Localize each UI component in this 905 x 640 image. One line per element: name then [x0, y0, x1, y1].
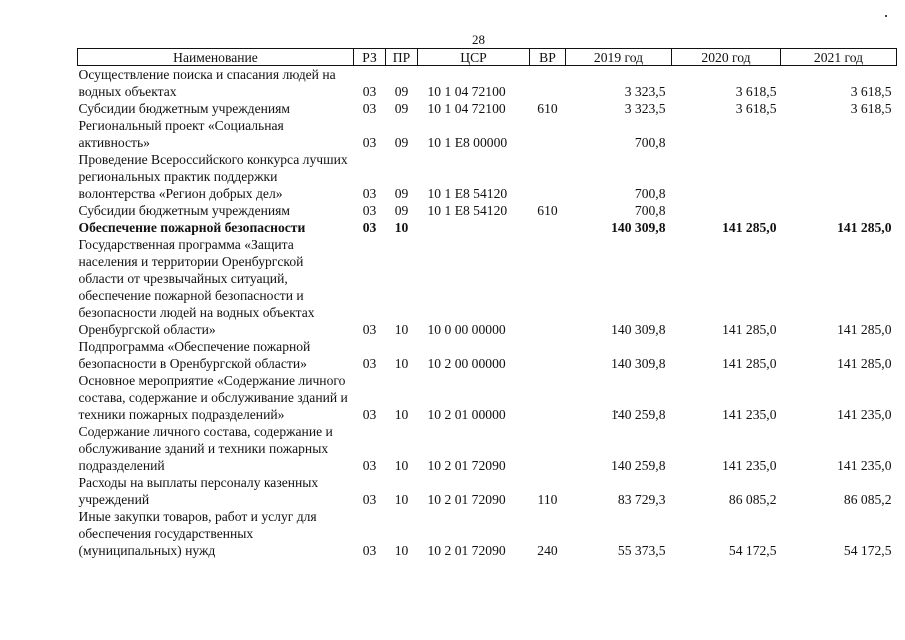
row-name: Основное мероприятие «Содержание личного состава, содержание и обслуживание зданий и техники пожарных подразделений» [78, 373, 348, 422]
row-value-2019: 3 323,5 [624, 84, 666, 99]
row-rz: 03 [362, 84, 377, 99]
row-value-2020: 141 285,0 [722, 356, 777, 371]
row-value-2019: 3 323,5 [624, 101, 666, 116]
header-rz: РЗ [354, 49, 386, 66]
table-row [78, 151, 897, 202]
row-csr: 10 2 01 72090 [427, 543, 506, 558]
table-row [78, 100, 897, 117]
header-vr: ВР [530, 49, 566, 66]
row-value-2019: 83 729,3 [617, 492, 666, 507]
row-name: Расходы на выплаты персоналу казенных учреждений [78, 475, 319, 507]
table-header-row [78, 49, 897, 66]
row-csr: 10 2 01 72090 [427, 492, 506, 507]
table-row [78, 117, 897, 151]
row-vr [530, 372, 566, 423]
row-pr: 09 [394, 84, 409, 99]
row-name: Обеспечение пожарной безопасности [78, 220, 306, 235]
row-vr [530, 117, 566, 151]
row-value-2021 [781, 202, 897, 219]
table-row [78, 236, 897, 338]
row-name: Государственная программа «Защита населения и территории Оренбургской области от чрезвычайных ситуаций, обеспечение пожарной безопасности и безопасности людей на водных объектах Оренбургской области» [78, 237, 315, 337]
row-value-2021: 141 235,0 [837, 407, 892, 422]
row-rz: 03 [362, 322, 377, 337]
row-vr: 240 [537, 543, 558, 558]
header-csr: ЦСР [418, 49, 530, 66]
budget-table [77, 48, 897, 559]
row-value-2021 [781, 151, 897, 202]
row-value-2019: 140 259,8 [611, 458, 666, 473]
row-pr: 09 [394, 203, 409, 218]
row-rz: 03 [362, 458, 377, 473]
page-number: 28 [472, 32, 485, 47]
row-name: Иные закупки товаров, работ и услуг для обеспечения государственных (муниципальных) нужд [78, 509, 317, 558]
row-value-2019: 140 309,8 [611, 220, 666, 235]
row-value-2019: 700,8 [634, 135, 666, 150]
row-value-2020: 141 285,0 [722, 322, 777, 337]
row-value-2020: 3 618,5 [735, 101, 777, 116]
header-2020: 2020 год [672, 49, 781, 66]
row-value-2020 [672, 117, 781, 151]
header-2021: 2021 год [781, 49, 897, 66]
row-name: Субсидии бюджетным учреждениям [78, 101, 291, 116]
row-pr: 09 [394, 135, 409, 150]
table-row [78, 474, 897, 508]
row-value-2020: 141 285,0 [722, 220, 777, 235]
row-value-2019: 55 373,5 [617, 543, 666, 558]
row-csr: 10 2 01 00000 [427, 407, 506, 422]
row-pr: 10 [394, 356, 409, 371]
row-value-2021: 86 085,2 [843, 492, 892, 507]
row-csr: 10 2 00 00000 [427, 356, 506, 371]
row-pr: 10 [394, 458, 409, 473]
table-row [78, 372, 897, 423]
row-pr: 09 [394, 101, 409, 116]
row-csr: 10 0 00 00000 [427, 322, 506, 337]
row-value-2020: 86 085,2 [728, 492, 777, 507]
row-pr: 10 [394, 543, 409, 558]
table-body [78, 66, 897, 560]
row-value-2020: 3 618,5 [735, 84, 777, 99]
row-csr [418, 219, 530, 236]
scan-mark [885, 15, 887, 17]
row-name: Подпрограмма «Обеспечение пожарной безопасности в Оренбургской области» [78, 339, 311, 371]
row-name: Субсидии бюджетным учреждениям [78, 203, 291, 218]
row-rz: 03 [362, 135, 377, 150]
row-rz: 03 [362, 186, 377, 201]
row-value-2020 [672, 151, 781, 202]
table-row [78, 338, 897, 372]
table-row [78, 423, 897, 474]
row-name: Проведение Всероссийского конкурса лучших региональных практик поддержки волонтерства «Регион добрых дел» [78, 152, 348, 201]
row-vr [530, 338, 566, 372]
row-rz: 03 [362, 407, 377, 422]
row-rz: 03 [362, 356, 377, 371]
row-csr: 10 1 04 72100 [427, 84, 506, 99]
row-name: Осуществление поиска и спасания людей на водных объектах [78, 67, 336, 99]
table-row [78, 508, 897, 559]
row-pr: 10 [394, 322, 409, 337]
row-value-2021: 54 172,5 [843, 543, 892, 558]
row-vr [530, 66, 566, 101]
row-value-2019: 140 309,8 [611, 322, 666, 337]
row-value-2021: 3 618,5 [850, 84, 892, 99]
row-value-2021: 3 618,5 [850, 101, 892, 116]
table-row [78, 202, 897, 219]
row-vr [530, 236, 566, 338]
row-pr: 09 [394, 186, 409, 201]
row-value-2020 [672, 202, 781, 219]
row-rz: 03 [362, 220, 377, 235]
row-csr: 10 1 E8 00000 [427, 135, 508, 150]
row-vr: 610 [537, 101, 558, 116]
header-pr: ПР [386, 49, 418, 66]
row-vr [530, 151, 566, 202]
row-pr: 10 [394, 407, 409, 422]
row-value-2021: 141 285,0 [837, 356, 892, 371]
row-csr: 10 1 E8 54120 [427, 203, 508, 218]
row-value-2019: 700,8 [634, 186, 666, 201]
row-vr: 110 [537, 492, 558, 507]
row-value-2020: 54 172,5 [728, 543, 777, 558]
row-rz: 03 [362, 101, 377, 116]
row-csr: 10 2 01 72090 [427, 458, 506, 473]
row-vr [530, 219, 566, 236]
row-value-2021 [781, 117, 897, 151]
table-row [78, 66, 897, 101]
row-value-2020: 141 235,0 [722, 458, 777, 473]
row-value-2019: 700,8 [634, 203, 666, 218]
row-value-2020: 141 235,0 [722, 407, 777, 422]
row-value-2019: 140 309,8 [611, 356, 666, 371]
row-name: Содержание личного состава, содержание и обслуживание зданий и техники пожарных подразделений [78, 424, 333, 473]
header-2019: 2019 год [566, 49, 672, 66]
row-name: Региональный проект «Социальная активность» [78, 118, 284, 150]
row-rz: 03 [362, 543, 377, 558]
row-value-2021: 141 285,0 [837, 322, 892, 337]
row-vr [530, 423, 566, 474]
header-name: Наименование [78, 49, 354, 66]
row-csr: 10 1 E8 54120 [427, 186, 508, 201]
row-value-2021: 141 235,0 [837, 458, 892, 473]
row-csr: 10 1 04 72100 [427, 101, 506, 116]
row-pr: 10 [394, 220, 409, 235]
row-vr: 610 [537, 203, 558, 218]
row-value-2019: 140 259,8 [611, 407, 666, 422]
row-rz: 03 [362, 492, 377, 507]
table-row [78, 219, 897, 236]
row-pr: 10 [394, 492, 409, 507]
row-value-2021: 141 285,0 [837, 220, 892, 235]
row-rz: 03 [362, 203, 377, 218]
